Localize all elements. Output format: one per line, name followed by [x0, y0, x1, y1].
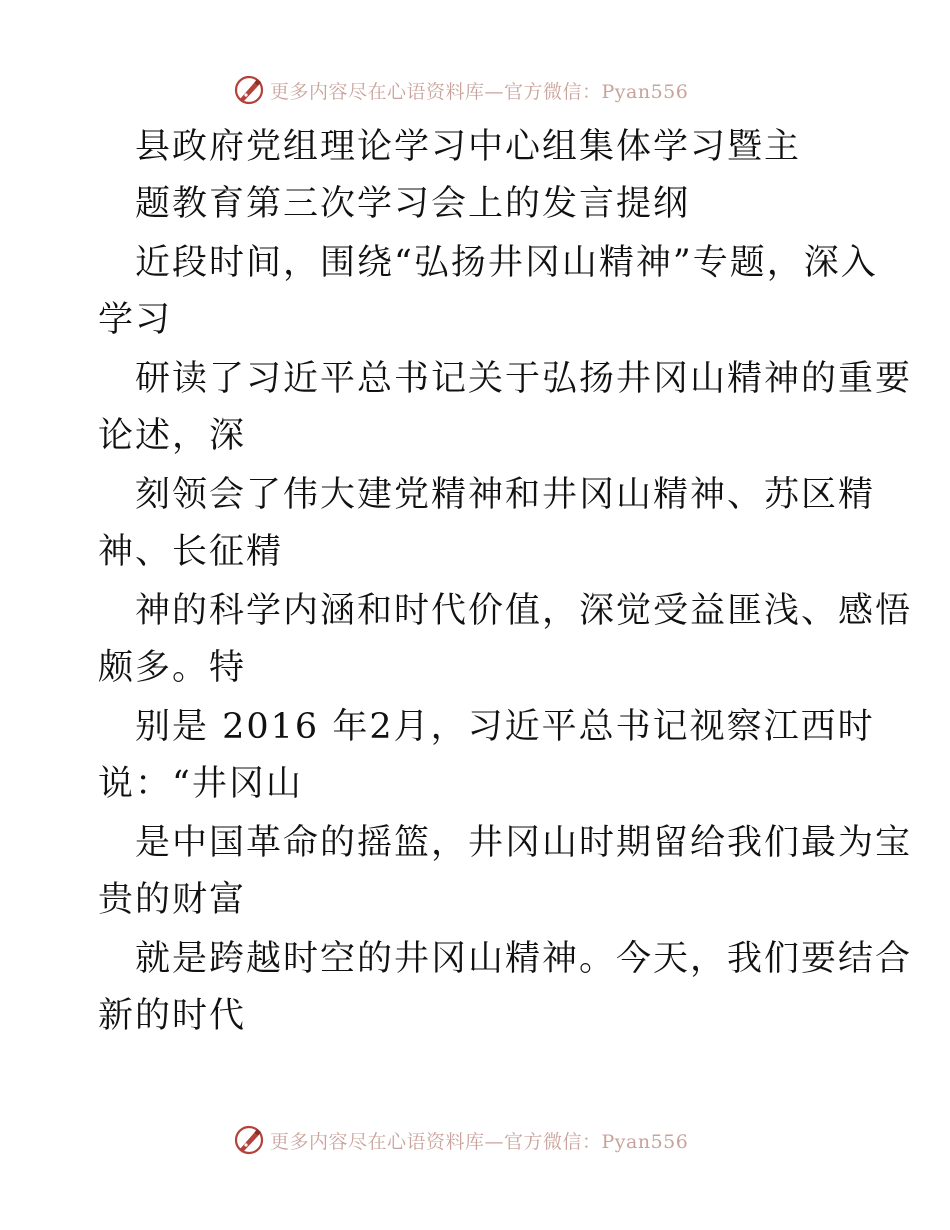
text-line: 新的时代 [98, 996, 247, 1036]
text-line: 神的科学内涵和时代价值，深觉受益匪浅、感悟 [135, 591, 913, 631]
text-line: 刻领会了伟大建党精神和井冈山精神、苏区精 [135, 475, 876, 515]
watermark-text: 更多内容尽在心语资料库—官方微信：Pyan556 [270, 80, 689, 103]
text-line: 县政府党组理论学习中心组集体学习暨主 [135, 127, 802, 167]
text-line: 论述，深 [98, 416, 247, 456]
watermark-text: 更多内容尽在心语资料库—官方微信：Pyan556 [270, 1130, 689, 1153]
footer-watermark [232, 1122, 688, 1158]
text-line: 别是 2016 年2月，习近平总书记视察江西时 [135, 707, 875, 747]
text-line: 说：“井冈山 [98, 764, 303, 804]
fountain-pen-logo-icon [232, 73, 266, 107]
text-line: 贵的财富 [98, 880, 247, 920]
text-line: 研读了习近平总书记关于弘扬井冈山精神的重要 [135, 359, 913, 399]
fountain-pen-logo-icon [232, 1123, 266, 1157]
text-line: 就是跨越时空的井冈山精神。今天，我们要结合 [135, 939, 913, 979]
text-line: 近段时间，围绕“弘扬井冈山精神”专题，深入 [135, 243, 878, 283]
header-watermark [232, 72, 688, 108]
text-line: 是中国革命的摇篮，井冈山时期留给我们最为宝 [135, 823, 913, 863]
text-line: 题教育第三次学习会上的发言提纲 [135, 184, 691, 224]
text-line: 颇多。特 [98, 648, 247, 688]
text-line: 神、长征精 [98, 532, 284, 572]
text-line: 学习 [98, 300, 173, 340]
